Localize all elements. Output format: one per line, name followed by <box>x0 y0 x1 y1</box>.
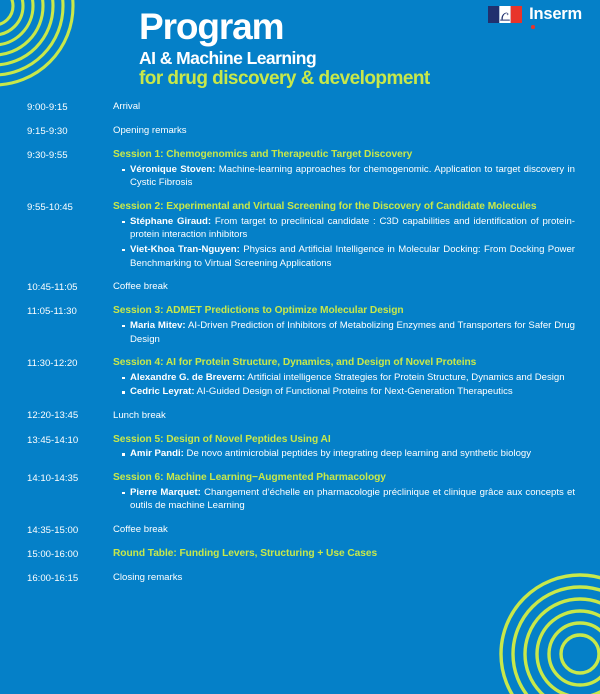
talk-title: Artificial intelligence Strategies for Protein Structure, Dynamics and Design <box>245 371 565 383</box>
schedule-row-time: 14:35-15:00 <box>27 524 79 536</box>
schedule-row-time: 14:10-14:35 <box>27 472 79 484</box>
inserm-brand <box>488 6 582 23</box>
talk-speaker: Pierre Marquet: <box>130 486 201 498</box>
subtitle-line-1: AI & Machine Learning <box>139 47 317 68</box>
schedule-row-body <box>113 124 575 138</box>
session-title: Session 1: Chemogenomics and Therapeutic Target Discovery <box>113 149 413 161</box>
talk-speaker: Amir Pandi: <box>130 448 184 460</box>
schedule-row-body <box>113 148 575 190</box>
schedule-row-time: 10:45-11:05 <box>27 281 78 293</box>
schedule-row-label: Coffee break <box>113 281 168 293</box>
schedule-row <box>27 471 575 513</box>
schedule-row <box>27 304 575 346</box>
schedule-row-time: 13:45-14:10 <box>27 434 79 446</box>
page-title: Program <box>139 6 284 47</box>
schedule-row <box>27 124 575 138</box>
talk-speaker: Alexandre G. de Brevern: <box>130 371 246 383</box>
schedule-row-time: 11:30-12:20 <box>27 357 78 369</box>
schedule-row <box>27 148 575 190</box>
talk-list <box>113 215 575 271</box>
schedule-row-body <box>113 200 575 270</box>
talk-list <box>113 447 575 461</box>
talk-list <box>113 163 575 191</box>
talk-item <box>130 447 575 461</box>
session-title: Session 4: AI for Protein Structure, Dynamics, and Design of Novel Proteins <box>113 357 477 369</box>
schedule-row-body <box>113 571 575 585</box>
talk-speaker: Véronique Stoven: <box>130 163 216 175</box>
subtitle-line-2: for drug discovery & development <box>139 68 430 90</box>
talk-item <box>130 243 575 271</box>
talk-list <box>113 371 575 399</box>
schedule-row-time: 11:05-11:30 <box>27 305 77 317</box>
schedule-row <box>27 409 575 423</box>
talk-item <box>130 486 575 514</box>
session-title: Session 3: ADMET Predictions to Optimize Molecular Design <box>113 305 404 317</box>
schedule-row-time: 9:15-9:30 <box>27 125 68 137</box>
schedule-row-label: Arrival <box>113 101 141 112</box>
schedule-row-body <box>113 471 575 513</box>
schedule-row-body <box>113 280 575 294</box>
title-block <box>139 8 430 90</box>
session-title: Session 6: Machine Learning−Augmented Pharmacology <box>113 472 386 484</box>
schedule-row <box>27 100 575 114</box>
schedule-row-body <box>113 409 575 423</box>
talk-list <box>113 319 575 347</box>
talk-title: Physics and Artificial Intelligence in Molecular Docking: From Docking Power Benchmarking to Virtual Screening Applications <box>130 243 575 269</box>
schedule-row-time: 12:20-13:45 <box>27 410 79 422</box>
schedule-row <box>27 356 575 399</box>
poster-header <box>0 0 600 98</box>
schedule-row-time: 9:00-9:15 <box>27 101 68 113</box>
talk-title: Machine-learning approaches for chemogenomic. Application to target discovery in Cystic Fibrosis <box>130 163 575 189</box>
talk-item <box>130 215 575 243</box>
schedule-row <box>27 571 575 585</box>
schedule-row-time: 15:00-16:00 <box>27 548 79 560</box>
talk-title: AI-Driven Prediction of Inhibitors of Metabolizing Enzymes and Transporters for Safer Drug Design <box>130 319 575 345</box>
session-title: Session 2: Experimental and Virtual Screening for the Discovery of Candidate Molecules <box>113 201 537 213</box>
inserm-wordmark: Inserm <box>529 6 582 23</box>
schedule-row-label: Closing remarks <box>113 572 183 584</box>
talk-title: AI-Guided Design of Functional Proteins for Next-Generation Therapeutics <box>194 386 513 398</box>
talk-item <box>130 385 575 399</box>
inserm-red-dot <box>531 25 535 29</box>
talk-item <box>130 319 575 347</box>
schedule-row-body <box>113 523 575 537</box>
schedule-row <box>27 547 575 561</box>
schedule-row-body <box>113 356 575 399</box>
talk-title: De novo antimicrobial peptides by integrating deep learning and synthetic biology <box>183 448 532 460</box>
schedule-list <box>0 98 600 586</box>
schedule-row-time: 9:30-9:55 <box>27 149 68 161</box>
schedule-row-label: Coffee break <box>113 524 168 536</box>
schedule-row-label: Lunch break <box>113 409 166 421</box>
talk-speaker: Stéphane Giraud: <box>130 215 212 227</box>
schedule-row <box>27 280 575 294</box>
talk-speaker: Cedric Leyrat: <box>130 386 195 398</box>
schedule-row-body <box>113 100 575 114</box>
schedule-row-label: Opening remarks <box>113 125 187 137</box>
schedule-row <box>27 523 575 537</box>
talk-item <box>130 163 575 191</box>
talk-item <box>130 371 575 385</box>
talk-speaker: Maria Mitev: <box>130 319 186 331</box>
french-flag-icon <box>488 6 522 23</box>
schedule-row-time: 16:00-16:15 <box>27 572 79 584</box>
schedule-row <box>27 433 575 461</box>
session-title: Session 5: Design of Novel Peptides Using AI <box>113 434 331 446</box>
talk-list <box>113 486 575 514</box>
session-title: Round Table: Funding Levers, Structuring + Use Cases <box>113 548 378 560</box>
schedule-row-body <box>113 304 575 346</box>
schedule-row <box>27 200 575 270</box>
schedule-row-body <box>113 547 575 561</box>
schedule-row-body <box>113 433 575 461</box>
talk-title: From target to preclinical candidate : C3D capabilities and identification of protein-protein interaction inhibitors <box>130 215 575 241</box>
talk-title: Changement d’échelle en pharmacologie préclinique et clinique grâce aux concepts et outils de machine Learning <box>130 486 576 512</box>
schedule-row-time: 9:55-10:45 <box>27 201 73 213</box>
talk-speaker: Viet-Khoa Tran-Nguyen: <box>130 243 240 255</box>
